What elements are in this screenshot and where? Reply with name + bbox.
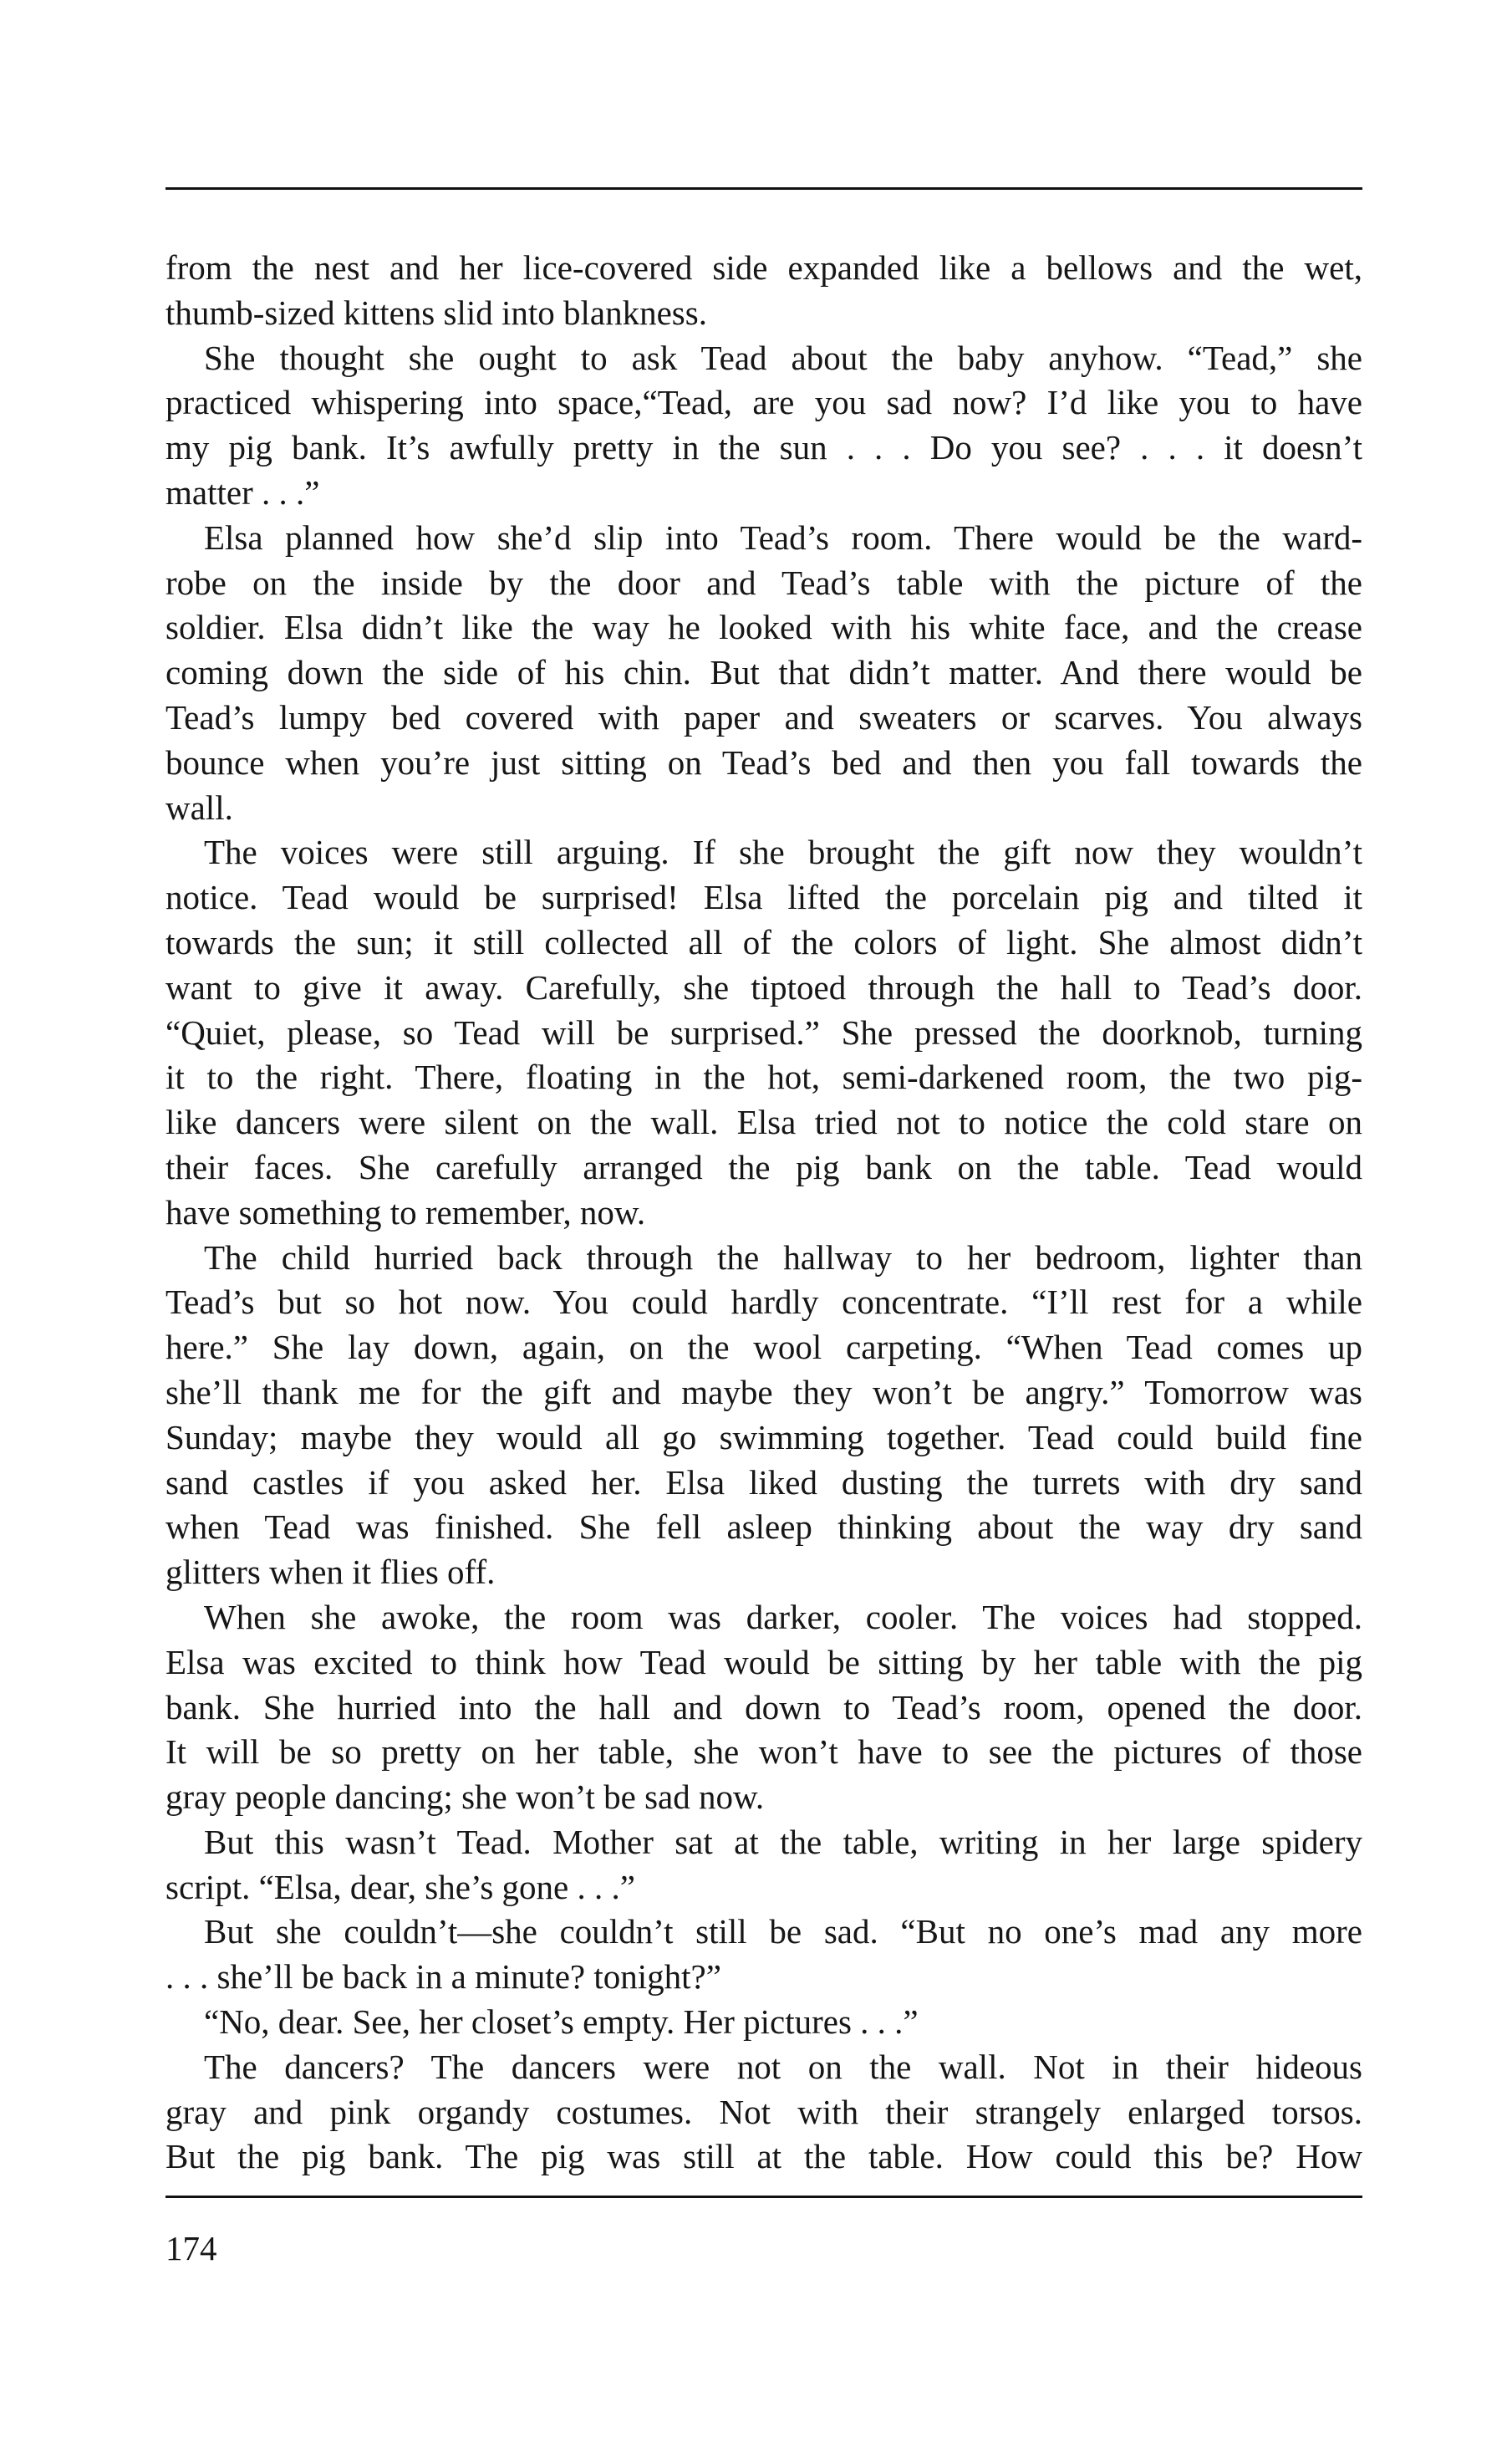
text-line: robe on the inside by the door and Tead’s table with the picture of the <box>165 563 1362 602</box>
text-line: Elsa planned how she’d slip into Tead’s room. There would be the ward- <box>204 518 1362 557</box>
text-line: Elsa was excited to think how Tead would be sitting by her table with the pig <box>165 1642 1362 1681</box>
text-line: she’ll thank me for the gift and maybe they won’t be angry.” Tomorrow was <box>165 1372 1362 1411</box>
text-line: notice. Tead would be surprised! Elsa lifted the porcelain pig and tilted it <box>165 878 1362 917</box>
text-line: towards the sun; it still collected all of the colors of light. She almost didn’t <box>165 922 1362 961</box>
bottom-rule <box>165 2196 1362 2198</box>
text-line: It will be so pretty on her table, she won’t have to see the pictures of those <box>165 1732 1362 1772</box>
text-line: want to give it away. Carefully, she tiptoed through the hall to Tead’s door. <box>165 967 1362 1007</box>
text-line: soldier. Elsa didn’t like the way he looked with his white face, and the crease <box>165 608 1362 647</box>
text-line: glitters when it flies off. <box>165 1553 496 1592</box>
text-line: have something to remember, now. <box>165 1192 646 1232</box>
text-line: Sunday; maybe they would all go swimming together. Tead could build fine <box>165 1417 1362 1456</box>
text-line: gray and pink organdy costumes. Not with their strangely enlarged torsos. <box>165 2092 1362 2131</box>
text-line: Tead’s but so hot now. You could hardly concentrate. “I’ll rest for a while <box>165 1283 1362 1322</box>
text-line: But the pig bank. The pig was still at the table. How could this be? How <box>165 2137 1362 2176</box>
text-line: bounce when you’re just sitting on Tead’s bed and then you fall towards the <box>165 742 1362 782</box>
text-line: “Quiet, please, so Tead will be surprised.” She pressed the doorknob, turning <box>165 1012 1362 1052</box>
text-line: The child hurried back through the hallway to her bedroom, lighter than <box>204 1237 1362 1277</box>
text-line: when Tead was finished. She fell asleep thinking about the way dry sand <box>165 1507 1362 1547</box>
body-text <box>165 246 1362 2180</box>
text-line: But this wasn’t Tead. Mother sat at the table, writing in her large spidery <box>204 1822 1362 1861</box>
text-line: matter . . .” <box>165 472 320 512</box>
text-line: wall. <box>165 788 233 827</box>
text-line: their faces. She carefully arranged the pig bank on the table. Tead would <box>165 1147 1362 1186</box>
text-line: bank. She hurried into the hall and down to Tead’s room, opened the door. <box>165 1687 1362 1726</box>
page-number: 174 <box>165 2229 217 2267</box>
text-line: here.” She lay down, again, on the wool carpeting. “When Tead comes up <box>165 1328 1362 1367</box>
text-line: practiced whispering into space,“Tead, are you sad now? I’d like you to have <box>165 383 1362 422</box>
text-line: from the nest and her lice-covered side expanded like a bellows and the wet, <box>165 248 1362 287</box>
text-line: like dancers were silent on the wall. Elsa tried not to notice the cold stare on <box>165 1103 1362 1142</box>
text-line: . . . she’ll be back in a minute? tonight?” <box>165 1957 721 1997</box>
text-line: sand castles if you asked her. Elsa liked dusting the turrets with dry sand <box>165 1462 1362 1502</box>
text-line: Tead’s lumpy bed covered with paper and sweaters or scarves. You always <box>165 697 1362 737</box>
text-line: gray people dancing; she won’t be sad now. <box>165 1777 765 1817</box>
top-rule <box>165 187 1362 190</box>
text-line: it to the right. There, floating in the hot, semi-darkened room, the two pig- <box>165 1058 1362 1097</box>
text-line: But she couldn’t—she couldn’t still be sad. “But no one’s mad any more <box>204 1912 1362 1951</box>
text-line: “No, dear. See, her closet’s empty. Her pictures . . .” <box>204 2002 919 2042</box>
text-line: script. “Elsa, dear, she’s gone . . .” <box>165 1867 635 1906</box>
text-line: my pig bank. It’s awfully pretty in the sun . . . Do you see? . . . it doesn’t <box>165 428 1362 467</box>
text-line: When she awoke, the room was darker, cooler. The voices had stopped. <box>204 1597 1362 1636</box>
text-line: She thought she ought to ask Tead about the baby anyhow. “Tead,” she <box>204 338 1362 377</box>
text-line: The voices were still arguing. If she brought the gift now they wouldn’t <box>204 833 1362 872</box>
text-line: The dancers? The dancers were not on the wall. Not in their hideous <box>204 2047 1362 2086</box>
text-line: coming down the side of his chin. But that didn’t matter. And there would be <box>165 653 1362 692</box>
text-line: thumb-sized kittens slid into blankness. <box>165 293 707 332</box>
